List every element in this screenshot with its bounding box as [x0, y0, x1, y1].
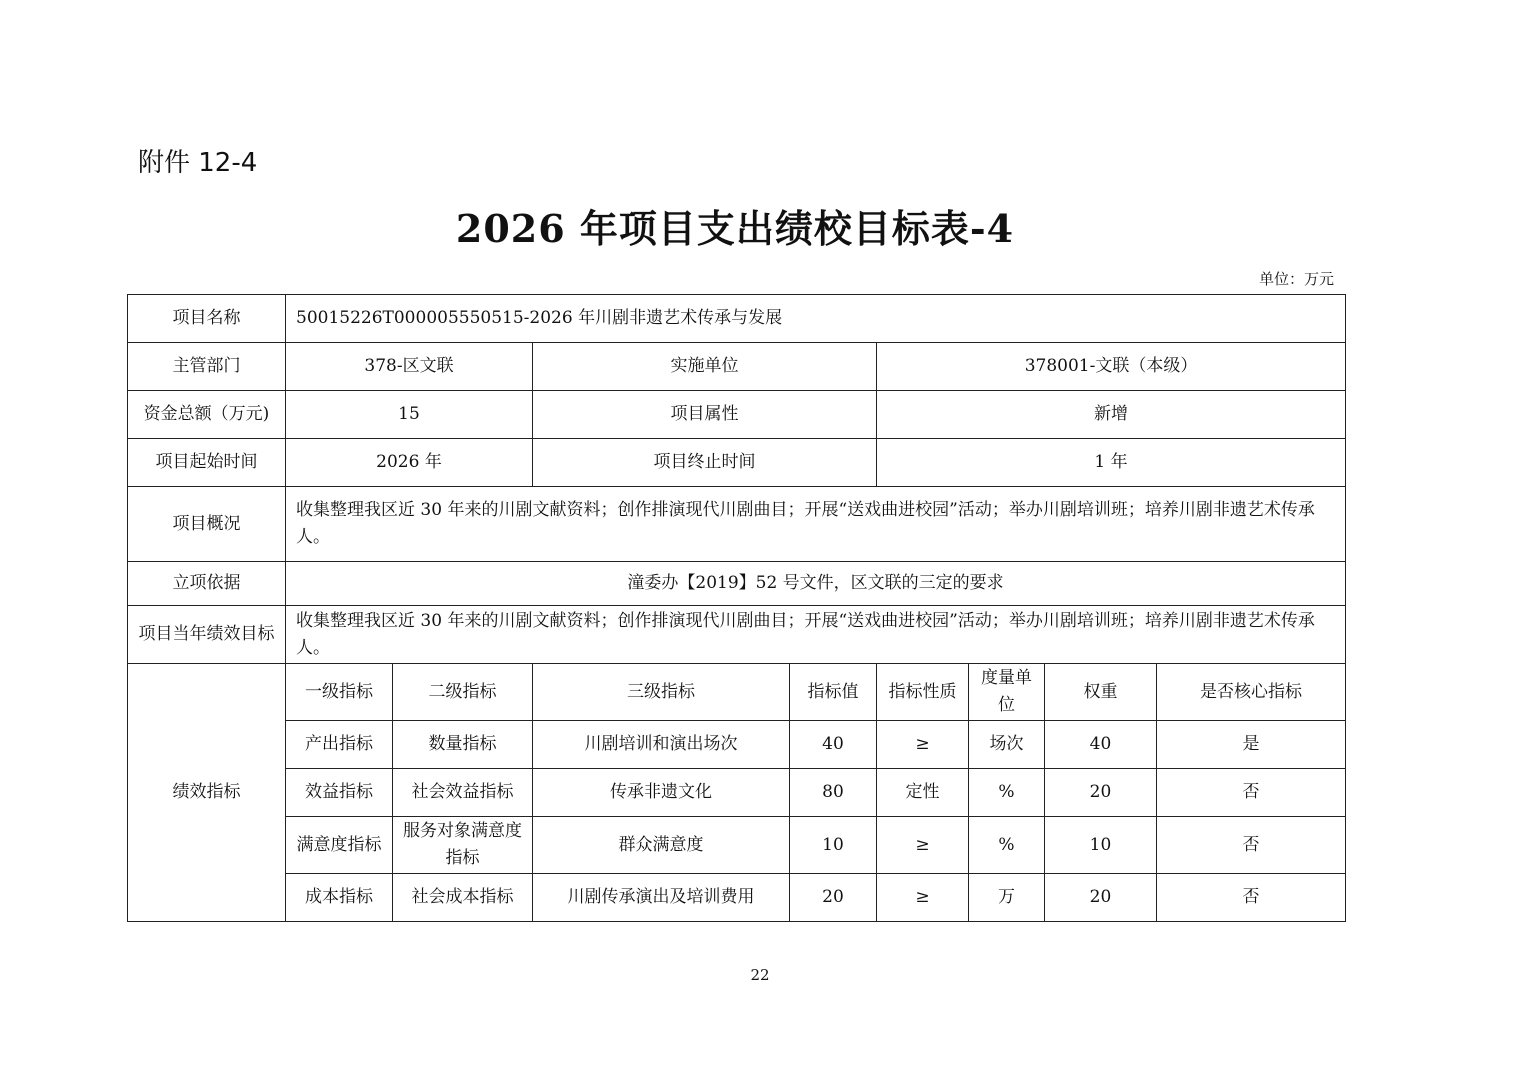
row-goal	[128, 606, 1346, 664]
label-cell: 项目终止时间	[533, 439, 877, 487]
indicator-cell: 20	[790, 874, 877, 922]
indicator-cell: 万	[969, 874, 1045, 922]
header-cell: 二级指标	[393, 664, 533, 721]
indicator-cell: 定性	[877, 769, 969, 817]
indicator-cell: 满意度指标	[286, 817, 393, 874]
indicator-cell: 社会效益指标	[393, 769, 533, 817]
impl-value: 378001-文联（本级）	[877, 343, 1346, 391]
indicator-cell: 川剧培训和演出场次	[533, 721, 790, 769]
attachment-label: 附件 12-4	[138, 148, 258, 178]
overview-value: 收集整理我区近 30 年来的川剧文献资料；创作排演现代川剧曲目；开展“送戏曲进校园”活动；举办川剧培训班；培养川剧非遗艺术传承人。	[286, 487, 1346, 562]
row-funds	[128, 391, 1346, 439]
header-cell: 权重	[1045, 664, 1157, 721]
indicator-row	[128, 874, 1346, 922]
row-basis	[128, 562, 1346, 606]
indicator-cell: 否	[1157, 769, 1346, 817]
header-cell: 度量单位	[969, 664, 1045, 721]
dept-value: 378-区文联	[286, 343, 533, 391]
project-name-value: 50015226T000005550515-2026 年川剧非遗艺术传承与发展	[286, 295, 1346, 343]
indicator-cell: 40	[1045, 721, 1157, 769]
indicator-row	[128, 721, 1346, 769]
indicator-cell: 80	[790, 769, 877, 817]
indicator-row	[128, 769, 1346, 817]
indicator-cell: 10	[1045, 817, 1157, 874]
indicator-section-label: 绩效指标	[128, 664, 286, 922]
indicator-cell: 产出指标	[286, 721, 393, 769]
indicator-cell: 40	[790, 721, 877, 769]
row-time	[128, 439, 1346, 487]
start-value: 2026 年	[286, 439, 533, 487]
indicator-cell: 效益指标	[286, 769, 393, 817]
end-value: 1 年	[877, 439, 1346, 487]
funds-value: 15	[286, 391, 533, 439]
header-cell: 三级指标	[533, 664, 790, 721]
indicator-cell: 20	[1045, 874, 1157, 922]
basis-value: 潼委办【2019】52 号文件，区文联的三定的要求	[286, 562, 1346, 606]
label-cell: 项目属性	[533, 391, 877, 439]
label-cell: 资金总额（万元)	[128, 391, 286, 439]
indicator-cell: 否	[1157, 817, 1346, 874]
row-overview	[128, 487, 1346, 562]
row-department	[128, 343, 1346, 391]
performance-table	[127, 294, 1346, 922]
indicator-cell: 是	[1157, 721, 1346, 769]
indicator-header-row	[128, 664, 1346, 721]
row-project-name	[128, 295, 1346, 343]
indicator-cell: 成本指标	[286, 874, 393, 922]
indicator-cell: ≥	[877, 721, 969, 769]
goal-value: 收集整理我区近 30 年来的川剧文献资料；创作排演现代川剧曲目；开展“送戏曲进校园”活动；举办川剧培训班；培养川剧非遗艺术传承人。	[286, 606, 1346, 664]
indicator-cell: 社会成本指标	[393, 874, 533, 922]
indicator-cell: ≥	[877, 817, 969, 874]
indicator-cell: 群众满意度	[533, 817, 790, 874]
indicator-cell: %	[969, 817, 1045, 874]
label-cell: 项目起始时间	[128, 439, 286, 487]
label-cell: 项目当年绩效目标	[128, 606, 286, 664]
label-cell: 项目概况	[128, 487, 286, 562]
page-title: 2026 年项目支出绩校目标表-4	[455, 206, 1015, 251]
label-cell: 立项依据	[128, 562, 286, 606]
indicator-cell: 服务对象满意度指标	[393, 817, 533, 874]
unit-label: 单位：万元	[1258, 270, 1334, 288]
header-cell: 是否核心指标	[1157, 664, 1346, 721]
header-cell: 指标性质	[877, 664, 969, 721]
label-cell: 实施单位	[533, 343, 877, 391]
page-number: 22	[750, 966, 770, 984]
indicator-cell: 川剧传承演出及培训费用	[533, 874, 790, 922]
indicator-cell: 场次	[969, 721, 1045, 769]
indicator-cell: 20	[1045, 769, 1157, 817]
label-cell: 项目名称	[128, 295, 286, 343]
indicator-cell: 否	[1157, 874, 1346, 922]
indicator-cell: 数量指标	[393, 721, 533, 769]
indicator-cell: %	[969, 769, 1045, 817]
header-cell: 一级指标	[286, 664, 393, 721]
indicator-cell: 10	[790, 817, 877, 874]
attr-value: 新增	[877, 391, 1346, 439]
indicator-row	[128, 817, 1346, 874]
label-cell: 主管部门	[128, 343, 286, 391]
header-cell: 指标值	[790, 664, 877, 721]
indicator-cell: ≥	[877, 874, 969, 922]
indicator-cell: 传承非遗文化	[533, 769, 790, 817]
